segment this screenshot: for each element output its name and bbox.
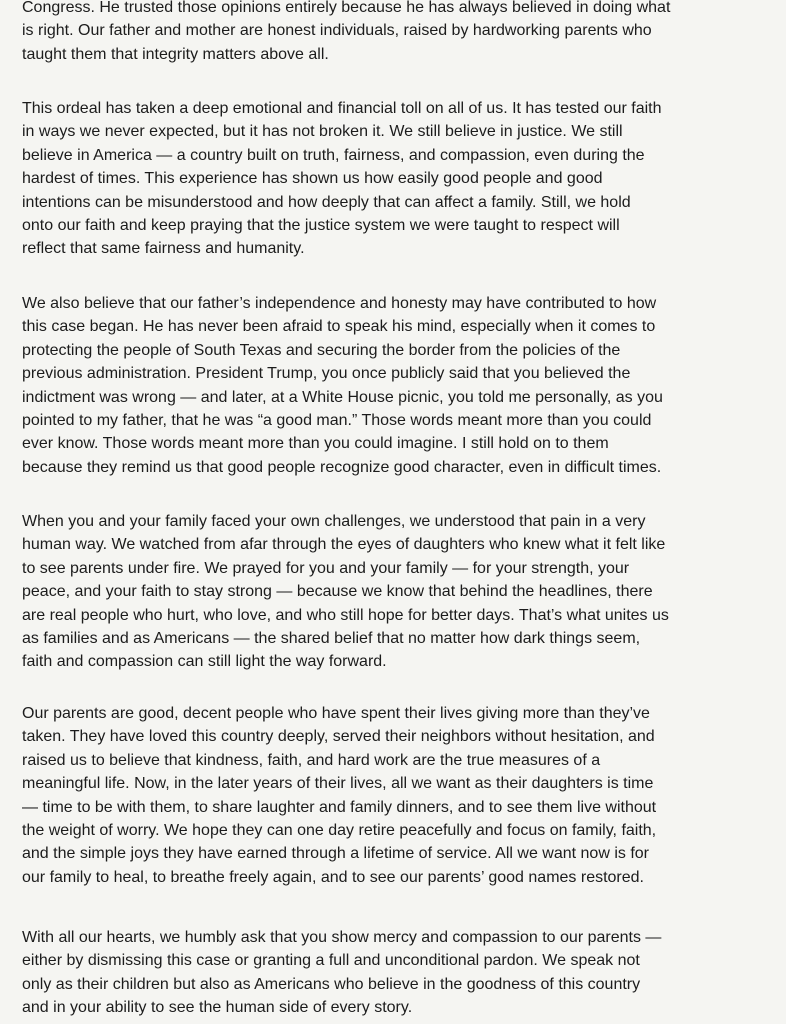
text-line: our family to heal, to breathe freely again, and to see our parents’ good names restored. — [22, 868, 644, 886]
text-line: is right. Our father and mother are honest individuals, raised by hardworking parents who — [22, 22, 652, 40]
paragraph-4 — [22, 510, 782, 674]
text-line: hardest of times. This experience has shown us how easily good people and good — [22, 170, 603, 188]
text-line: reflect that same fairness and humanity. — [22, 240, 305, 258]
text-line: human way. We watched from afar through the eyes of daughters who knew what it felt like — [22, 536, 666, 554]
text-line: This ordeal has taken a deep emotional and financial toll on all of us. It has tested our faith — [22, 100, 662, 117]
text-line: We also believe that our father’s independence and honesty may have contributed to how — [22, 295, 657, 312]
text-line: — time to be with them, to share laughter and family dinners, and to see them live without — [22, 798, 657, 816]
text-line: faith and compassion can still light the way forward. — [22, 653, 387, 671]
text-line: indictment was wrong — and later, at a White House picnic, you told me personally, as you — [22, 388, 663, 406]
text-line: to see parents under fire. We prayed for you and your family — for your strength, your — [22, 559, 630, 577]
text-line: intentions can be misunderstood and how deeply that can affect a family. Still, we hold — [22, 193, 631, 211]
text-line: peace, and your faith to stay strong — because we know that behind the headlines, there — [22, 583, 653, 601]
text-line: Congress. He trusted those opinions entirely because he has always believed in doing what — [22, 0, 671, 16]
text-line: pointed to my father, that he was “a good man.” Those words meant more than you could — [22, 411, 652, 429]
text-line: and in your ability to see the human side of every story. — [22, 999, 413, 1017]
text-line: either by dismissing this case or granting a full and unconditional pardon. We speak not — [22, 952, 640, 970]
text-line: meaningful life. Now, in the later years of their lives, all we want as their daughters is time — [22, 775, 654, 793]
text-line: believe in America — a country built on truth, fairness, and compassion, even during the — [22, 146, 645, 164]
text-line: as families and as Americans — the shared belief that no matter how dark things seem, — [22, 629, 641, 647]
text-line: only as their children but also as Americans who believe in the goodness of this country — [22, 975, 641, 993]
text-line: When you and your family faced your own challenges, we understood that pain in a very — [22, 513, 646, 530]
text-line: taught them that integrity matters above all. — [22, 45, 329, 63]
text-line: the weight of worry. We hope they can one day retire peacefully and focus on family, faith, — [22, 821, 657, 839]
text-line: in ways we never expected, but it has not broken it. We still believe in justice. We still — [22, 123, 623, 141]
paragraph-1 — [22, 0, 782, 66]
text-line: protecting the people of South Texas and securing the border from the policies of the — [22, 341, 621, 359]
text-line: onto our faith and keep praying that the justice system we were taught to respect will — [22, 216, 620, 234]
paragraph-6 — [22, 926, 782, 1020]
text-line: are real people who hurt, who love, and who still hope for better days. That’s what unites us — [22, 606, 669, 624]
text-line: raised us to believe that kindness, faith, and hard work are the true measures of a — [22, 751, 601, 769]
text-line: previous administration. President Trump, you once publicly said that you believed the — [22, 365, 631, 383]
text-line: because they remind us that good people recognize good character, even in difficult times. — [22, 458, 662, 476]
paragraph-3 — [22, 292, 782, 479]
text-line: taken. They have loved this country deeply, served their neighbors without hesitation, and — [22, 728, 655, 746]
text-line: With all our hearts, we humbly ask that you show mercy and compassion to our parents — — [22, 929, 662, 946]
paragraph-2 — [22, 97, 782, 261]
text-line: ever know. Those words meant more than you could imagine. I still hold on to them — [22, 435, 609, 453]
text-line: and the simple joys they have earned through a lifetime of service. All we want now is for — [22, 845, 649, 863]
text-line: Our parents are good, decent people who have spent their lives giving more than they’ve — [22, 705, 650, 722]
text-line: this case began. He has never been afraid to speak his mind, especially when it comes to — [22, 318, 656, 336]
paragraph-5 — [22, 702, 782, 889]
